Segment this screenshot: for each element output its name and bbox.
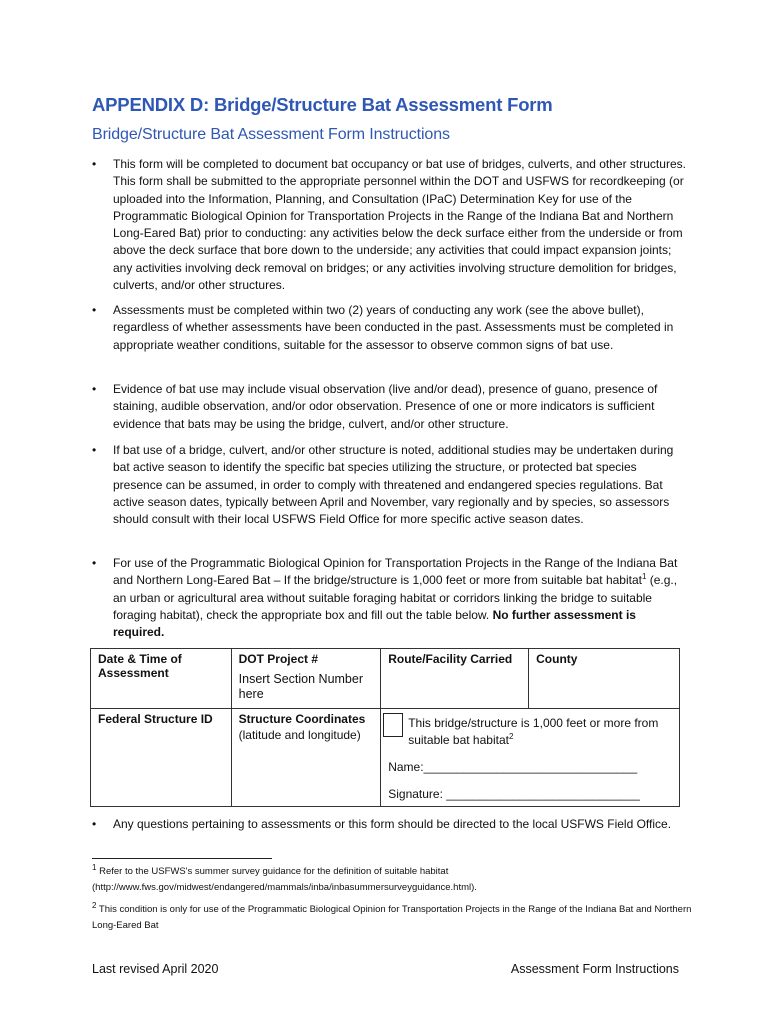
habitat-check-label: This bridge/structure is 1,000 feet or more from suitable bat habitat xyxy=(408,716,659,747)
bullet-icon: • xyxy=(92,382,97,396)
list-item xyxy=(92,555,686,641)
name-field[interactable]: Name:________________________________ xyxy=(388,760,638,774)
habitat-checkbox[interactable] xyxy=(383,713,403,737)
habitat-check-row xyxy=(388,715,672,749)
federal-id-cell[interactable] xyxy=(91,709,232,807)
list-item xyxy=(92,302,686,354)
list-item xyxy=(92,816,686,833)
bullet-text: This form will be completed to document bat occupancy or bat use of bridges, culverts, and other structures. This form shall be submitted to the appropriate personnel within the DOT and USFWS for recordkeeping (or uploaded into the Information, Planning, and Consultation (IPaC) Determination Key for use of the Programmatic Biological Opinion for Transportation Projects in the Range of the Indiana Bat and Northern Long-Eared Bat) prior to conducting: any activities below the deck surface either from the underside or from above the deck surface that bore down to the underside; any activities that could impact expansion joints; any activities involving deck removal on bridges; or any activities involving structure demolition for bridges, culverts, and/or other structures. xyxy=(113,157,686,293)
footnote-divider xyxy=(92,858,272,859)
bullet-icon: • xyxy=(92,443,97,457)
section-subtitle: Bridge/Structure Bat Assessment Form Instructions xyxy=(92,126,450,143)
list-item xyxy=(92,156,686,294)
bullet-icon: • xyxy=(92,157,97,171)
footer-section-label: Assessment Form Instructions xyxy=(510,962,679,976)
footer-revision-date: Last revised April 2020 xyxy=(92,962,219,976)
date-time-cell[interactable] xyxy=(91,649,232,709)
bullet-text: If bat use of a bridge, culvert, and/or other structure is noted, additional studies may be undertaken during bat active season to identify the specific bat species utilizing the structure, or protected bat species presence can be assumed, in order to comply with threatened and endangered species regulations. Bat active season dates, typically between April and November, vary regionally and by species, so assessors should consult with their local USFWS Field Office for more specific active season dates. xyxy=(113,443,674,527)
bullet-text: For use of the Programmatic Biological Opinion for Transportation Projects in the Range of the Indiana Bat and Northern Long-Eared Bat – If the bridge/structure is 1,000 feet or more from suitable bat habitat$^1$ (e.g., an urban or agricultural area without suitable foraging habitat or corridors linking the bridge to suitable foraging habitat), check the appropriate box and fill out the table below. No further assessment is required. xyxy=(113,556,678,640)
bullet-icon: • xyxy=(92,303,97,317)
coordinates-label: Structure Coordinates xyxy=(238,712,366,726)
date-time-label: Date & Time of Assessment xyxy=(98,652,182,680)
assessment-table xyxy=(90,648,680,807)
coordinates-sublabel: (latitude and longitude) xyxy=(238,728,361,742)
bullet-text: Evidence of bat use may include visual observation (live and/or dead), presence of guano, presence of staining, audible observation, and/or odor observation. Presence of one or more indicators is sufficient evidence that bats may be using the bridge, culvert, and/or other structure. xyxy=(113,382,658,431)
dot-project-placeholder[interactable]: Insert Section Number here xyxy=(238,672,363,701)
county-cell[interactable] xyxy=(529,649,680,709)
federal-id-label: Federal Structure ID xyxy=(98,712,213,726)
bullet-text: Assessments must be completed within two (2) years of conducting any work (see the above bullet), regardless of whether assessments have been conducted in the past. Assessments must be completed in appropriate weather conditions, suitable for the assessor to observe common signs of bat use. xyxy=(113,303,674,352)
route-cell[interactable] xyxy=(381,649,529,709)
list-item xyxy=(92,442,686,528)
bullet-text: Any questions pertaining to assessments or this form should be directed to the local USFWS Field Office. xyxy=(113,817,672,831)
signature-field[interactable]: Signature: _____________________________ xyxy=(388,787,640,801)
bullet-icon: • xyxy=(92,817,97,831)
footnote-1: $^1$ Refer to the USFWS's summer survey guidance for the definition of suitable habitat (http://www.fws.gov/midwest/endangered/mammals/inba/inbasummersurveyguidance.html). xyxy=(92,862,477,893)
certification-cell xyxy=(381,709,680,807)
dot-project-label: DOT Project # xyxy=(238,652,318,666)
route-label: Route/Facility Carried xyxy=(388,652,513,666)
dot-project-cell[interactable] xyxy=(231,649,381,709)
bullet-icon: • xyxy=(92,556,97,570)
footnote-2: $^2$ This condition is only for use of the Programmatic Biological Opinion for Transportation Projects in the Range of the Indiana Bat and Northern Long-Eared Bat xyxy=(92,900,692,931)
footnote-ref: 1 xyxy=(641,572,647,582)
list-item xyxy=(92,381,686,433)
page-title: APPENDIX D: Bridge/Structure Bat Assessment Form xyxy=(92,94,553,115)
county-label: County xyxy=(536,652,578,666)
coordinates-cell[interactable] xyxy=(231,709,381,807)
footnote-ref: 2 xyxy=(508,732,514,741)
